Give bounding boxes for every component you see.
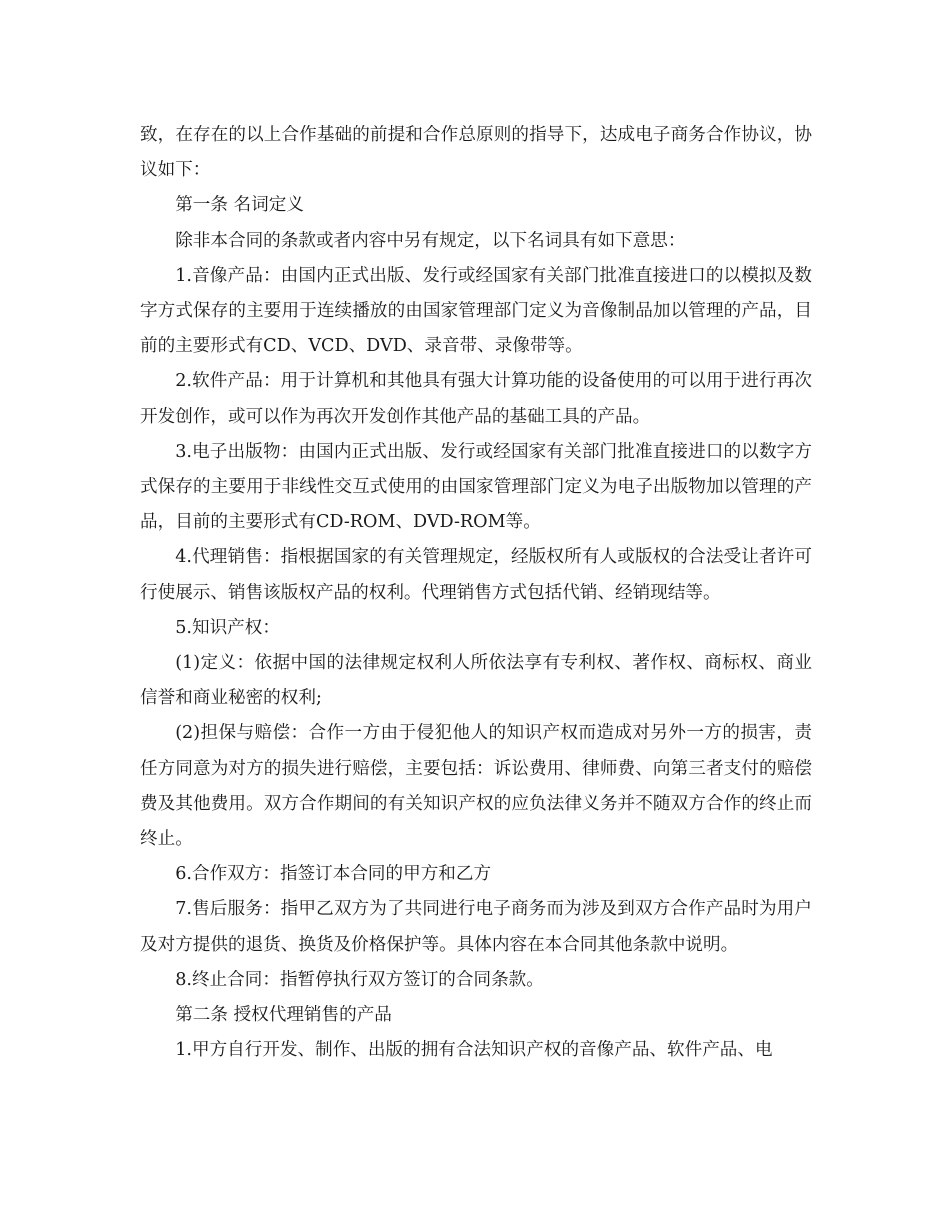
article-2-heading: 第二条 授权代理销售的产品 xyxy=(175,1005,392,1026)
definition-after-sales: 7.售后服务：指甲乙双方为了共同进行电子商务而为涉及到双方合作产品时为用户及对方提供的退货、换货及价格保护等。具体内容在本合同其他条款中说明。 xyxy=(140,899,812,955)
paragraph-article-2-item-1: 1.甲方自行开发、制作、出版的拥有合法知识产权的音像产品、软件产品、电 xyxy=(175,1040,773,1061)
definition-ip-guarantee: (2)担保与赔偿：合作一方由于侵犯他人的知识产权而造成对另外一方的损害，责任方同意为对方的损失进行赔偿，主要包括：诉讼费用、律师费、向第三者支付的赔偿费及其他费用。双方合作期间的有关知识产权的应负法律义务并不随双方合作的终止而终止。 xyxy=(140,723,812,850)
article-1-heading: 第一条 名词定义 xyxy=(175,195,304,216)
definition-termination: 8.终止合同：指暂停执行双方签订的合同条款。 xyxy=(175,969,544,990)
paragraph-intro-continuation: 致，在存在的以上合作基础的前提和合作总原则的指导下，达成电子商务合作协议，协议如下： xyxy=(140,125,812,181)
definition-parties: 6.合作双方：指签订本合同的甲方和乙方 xyxy=(175,864,492,885)
definition-ip-definition: (1)定义：依据中国的法律规定权利人所依法享有专利权、著作权、商标权、商业信誉和商业秘密的权利; xyxy=(140,653,812,709)
definition-electronic-publications: 3.电子出版物：由国内正式出版、发行或经国家有关部门批准直接进口的以数字方式保存的主要用于非线性交互式使用的由国家管理部门定义为电子出版物加以管理的产品，目前的主要形式有CD-ROM、DVD-ROM等。 xyxy=(140,441,812,533)
definition-agency-sales: 4.代理销售：指根据国家的有关管理规定，经版权所有人或版权的合法受让者许可行使展示、销售该版权产品的权利。代理销售方式包括代销、经销现结等。 xyxy=(140,547,812,603)
definition-ip-heading: 5.知识产权： xyxy=(175,617,280,638)
definition-av-products: 1.音像产品：由国内正式出版、发行或经国家有关部门批准直接进口的以模拟及数字方式保存的主要用于连续播放的由国家管理部门定义为音像制品加以管理的产品，目前的主要形式有CD、VCD、DVD、录音带、录像带等。 xyxy=(140,265,812,357)
document-body xyxy=(140,118,812,1068)
definition-software-products: 2.软件产品：用于计算机和其他具有强大计算功能的设备使用的可以用于进行再次开发创作，或可以作为再次开发创作其他产品的基础工具的产品。 xyxy=(140,371,812,427)
paragraph-definitions-intro: 除非本合同的条款或者内容中另有规定，以下名词具有如下意思： xyxy=(175,230,686,251)
